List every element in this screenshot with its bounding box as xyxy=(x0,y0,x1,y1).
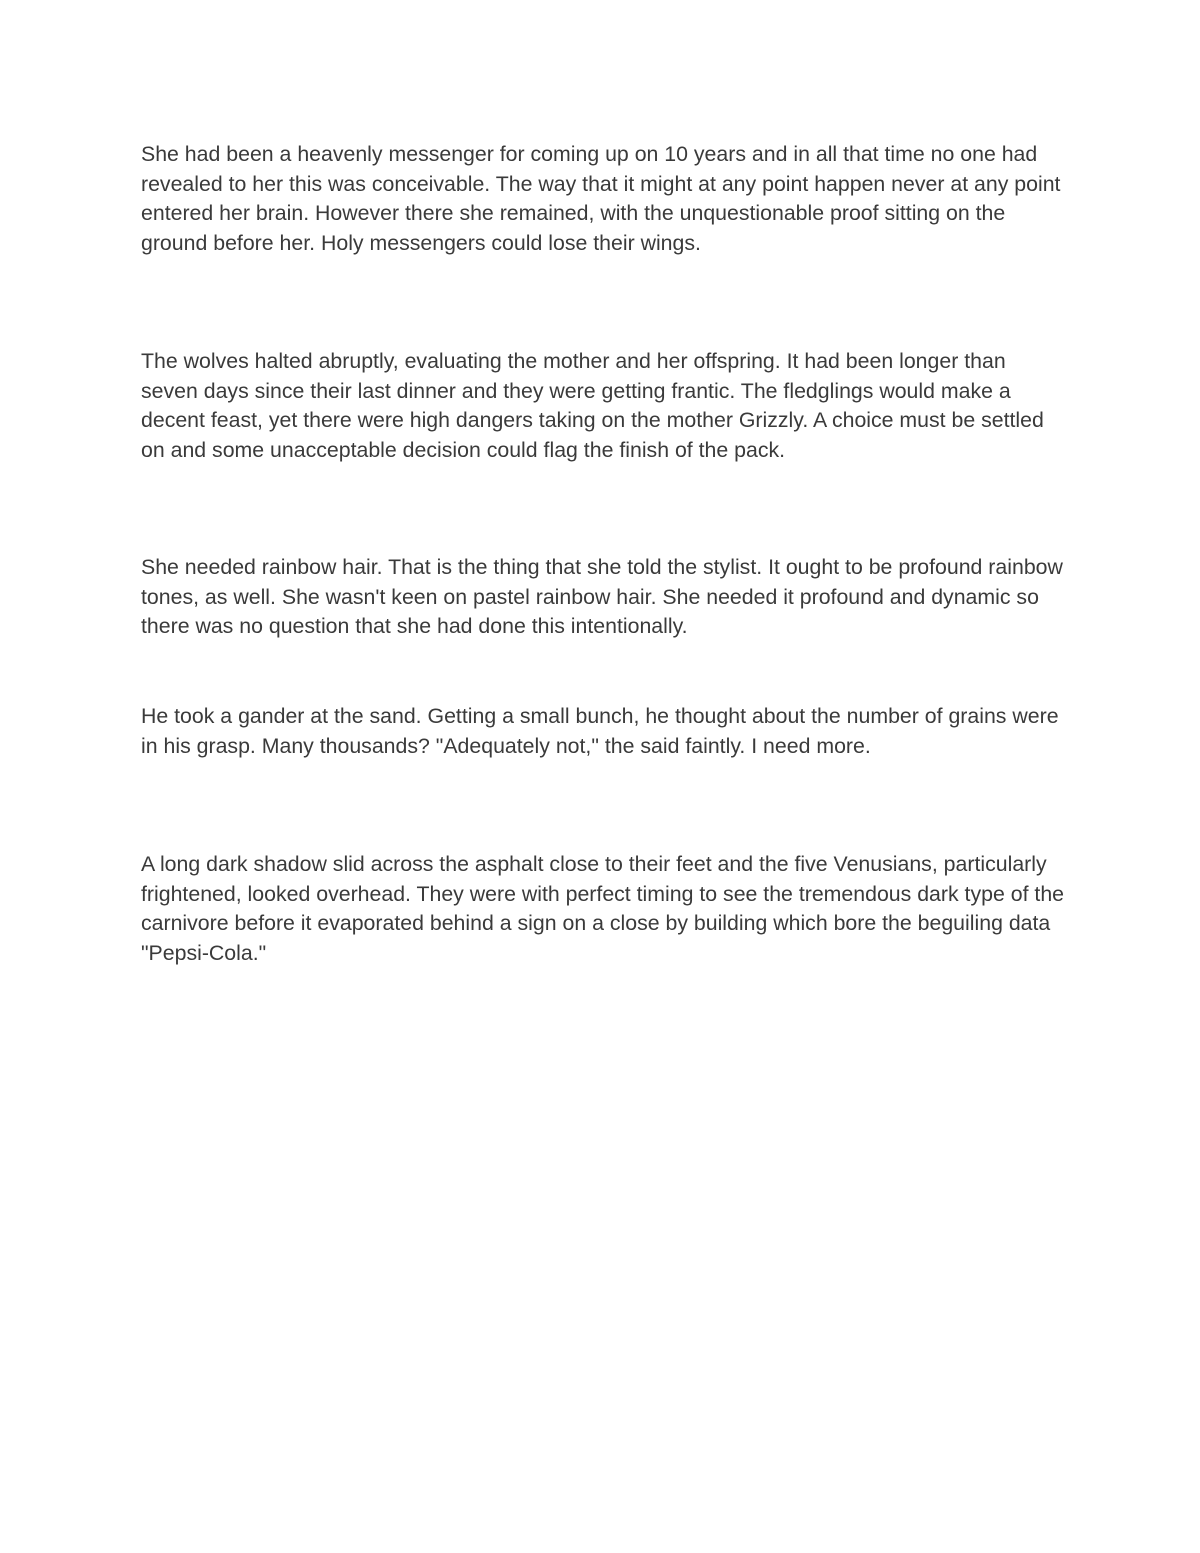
paragraph-dark-shadow: A long dark shadow slid across the asphalt close to their feet and the five Venusians, particularly frightened, looked overhead. They were with perfect timing to see the tremendous dark type of the carnivore before it evaporated behind a sign on a close by building which bore the beguiling data "Pepsi-Cola." xyxy=(141,852,1065,965)
paragraph-sand: He took a gander at the sand. Getting a small bunch, he thought about the number of grains were in his grasp. Many thousands? "Adequately not," the said faintly. I need more. xyxy=(141,704,1059,758)
paragraph-heavenly-messenger: She had been a heavenly messenger for coming up on 10 years and in all that time no one had revealed to her this was conceivable. The way that it might at any point happen never at any point entered her brain. However there she remained, with the unquestionable proof sitting on the ground before her. Holy messengers could lose their wings. xyxy=(141,142,1061,255)
paragraph-wolves: The wolves halted abruptly, evaluating the mother and her offspring. It had been longer than seven days since their last dinner and they were getting frantic. The fledglings would make a decent feast, yet there were high dangers taking on the mother Grizzly. A choice must be settled on and some unacceptable decision could flag the finish of the pack. xyxy=(141,349,1044,462)
paragraph-rainbow-hair: She needed rainbow hair. That is the thing that she told the stylist. It ought to be profound rainbow tones, as well. She wasn't keen on pastel rainbow hair. She needed it profound and dynamic so there was no question that she had done this intentionally. xyxy=(141,555,1063,638)
